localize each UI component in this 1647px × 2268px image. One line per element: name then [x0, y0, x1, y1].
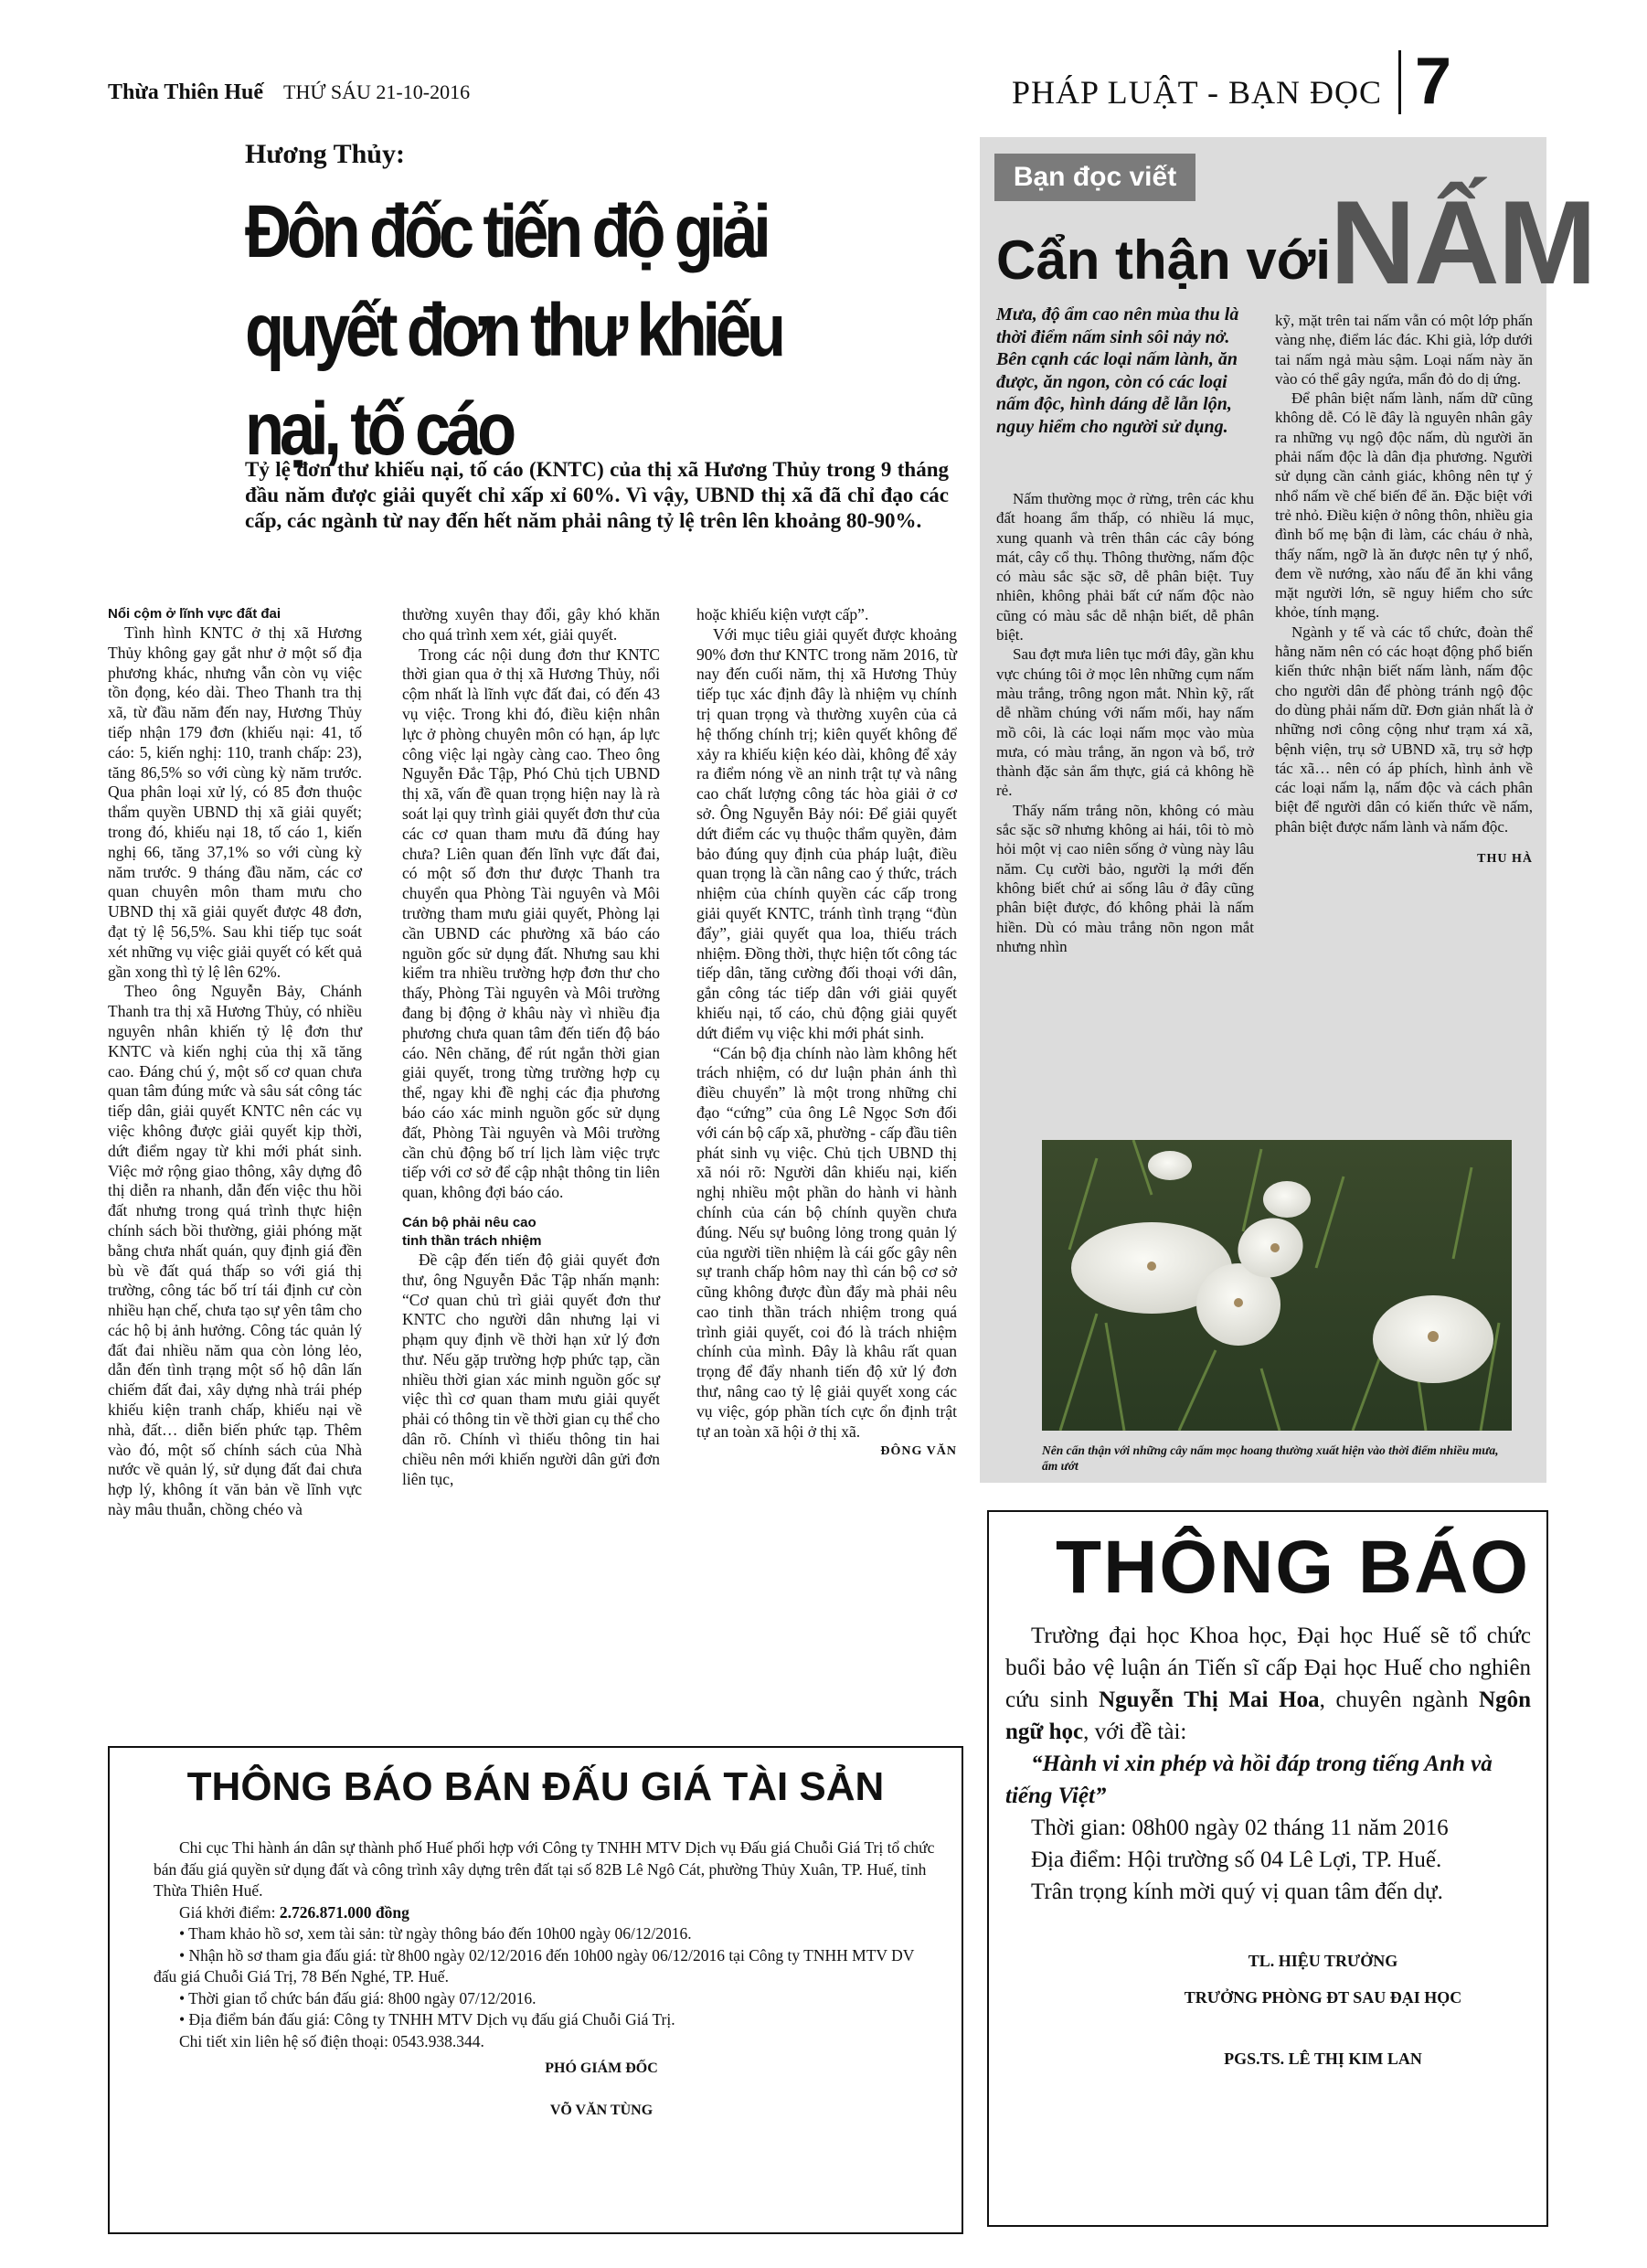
notice-signature-3: PGS.TS. LÊ THỊ KIM LAN [1224, 2050, 1422, 2068]
article-kicker: Hương Thủy: [245, 139, 405, 169]
article-paragraph: thường xuyên thay đổi, gây khó khăn cho quá trình xem xét, giải quyết. [402, 605, 660, 644]
reader-paragraph: Sau đợt mưa liên tục mới đây, gần khu vực chúng tôi ở mọc lên những cụm nấm màu trắng, trông ngon mắt. Nhìn kỹ, rất dễ nhầm chúng với nấm mối, hay nấm mồ côi, là các loại nấm mọc vào mùa mưa, có màu trắng, ăn ngon và bổ, trở thành đặc sản ẩm thực, giá cả không hề rẻ. [996, 645, 1254, 800]
auction-body [154, 1837, 940, 2121]
auction-title: THÔNG BÁO BÁN ĐẤU GIÁ TÀI SẢN [186, 1764, 885, 1809]
notice-major: Ngôn ngữ học [1005, 1688, 1531, 1744]
article-paragraph: Trong các nội dung đơn thư KNTC thời gian qua ở thị xã Hương Thủy, nổi cộm nhất là lĩnh vực đất đai, có đến 43 vụ việc. Trong khi đó, điều kiện nhân lực ở phòng chuyên môn có hạn, áp lực công việc lại ngày càng cao. Theo ông Nguyễn Đắc Tập, Phó Chủ tịch UBND thị xã, vấn đề quan trọng hiện nay là rà soát lại quy trình giải quyết đơn thư của các cơ quan tham mưu đã đúng hay chưa? Liên quan đến lĩnh vực đất đai, có một số đơn thư được Thanh tra chuyển qua Phòng Tài nguyên và Môi trường tham mưu giải quyết, Phòng lại cần UBND các phường xã báo cáo nguồn gốc sử dụng đất. Nhưng sau khi kiểm tra nhiều trường hợp đơn thư cho thấy, Phòng Tài nguyên và Môi trường đang bị động ở khâu này vì nhiều địa phương chưa quan tâm đến tiến độ báo cáo. Nên chăng, để rút ngắn thời gian giải quyết, trong từng trường hợp cụ thể, ngay khi đề nghị các địa phương báo cáo xác minh nguồn gốc sử dụng đất, Phòng Tài nguyên và Môi trường cần chủ động bố trí lịch làm việc trực tiếp với cơ sở để cập nhật thông tin liên quan, không đợi báo cáo. [402, 644, 660, 1202]
article-paragraph: hoặc khiếu kiện vượt cấp”. [696, 605, 869, 623]
article-subhead: Nổi cộm ở lĩnh vực đất đai [108, 606, 282, 622]
article-paragraph: Tình hình KNTC ở thị xã Hương Thủy không gay gắt như ở một số địa phương khác, nhưng vẫn còn vụ việc tồn đọng, kéo dài. Theo Thanh tra thị xã, từ đầu năm đến nay, Hương Thủy tiếp nhận 179 đơn (khiếu nại: 41, tố cáo: 5, kiến nghị: 110, tranh chấp: 23), tăng 86,5% so với cùng kỳ năm trước. Qua phân loại xử lý, có 85 đơn thuộc thẩm quyền UBND thị xã giải quyết; trong đó, khiếu nại 18, tố cáo 1, kiến nghị 66, tăng 37,1% so với cùng kỳ năm trước. 9 tháng đầu năm, các cơ quan chuyên môn tham mưu cho UBND thị xã giải quyết được 48 đơn, đạt tỷ lệ 56,5%. Sau khi tiếp tục soát xét những vụ việc giải quyết có kết quả gần xong thì tỷ lệ lên 62%. [108, 623, 362, 981]
issue-date: THỨ SÁU 21-10-2016 [283, 80, 471, 103]
article-lead: Tỷ lệ đơn thư khiếu nại, tố cáo (KNTC) của thị xã Hương Thủy trong 9 tháng đầu năm được giải quyết chỉ xấp xỉ 60%. Vì vậy, UBND thị xã đã chỉ đạo các cấp, các ngành từ nay đến hết năm phải nâng tỷ lệ trên lên khoảng 80-90%. [245, 458, 949, 532]
reader-column-2 [1275, 311, 1533, 868]
notice-place: Địa điểm: Hội trường số 04 Lê Lợi, TP. Huế. [1031, 1847, 1442, 1872]
auction-bullet: • Tham khảo hồ sơ, xem tài sản: từ ngày thông báo đến 10h00 ngày 06/12/2016. [179, 1924, 692, 1943]
notice-time: Thời gian: 08h00 ngày 02 tháng 11 năm 2016 [1031, 1815, 1449, 1840]
page-number: 7 [1415, 45, 1452, 118]
notice-thesis: “Hành vi xin phép và hồi đáp trong tiếng Anh và tiếng Việt” [1005, 1752, 1493, 1808]
reader-paragraph: kỹ, mặt trên tai nấm vẫn có một lớp phấn vàng nhẹ, điểm lác đác. Khi già, lớp dưới tai nấm ngả màu sậm. Loại nấm này ăn vào có thể gây ngứa, mẩn đỏ do dị ứng. [1275, 312, 1533, 388]
reader-tag: Bạn đọc viết [994, 154, 1195, 201]
auction-signature-2: VÕ VĂN TÙNG [549, 2102, 653, 2118]
newspaper-name: Thừa Thiên Huế [108, 80, 264, 104]
reader-paragraph: Thấy nấm trắng nõn, không có màu sắc sặc sỡ nhưng không ai hái, tôi tò mò hỏi một vị cao niên sống ở vùng này lâu năm. Cụ cười bảo, người lạ mới đến không biết chứ ai sống lâu ở đây cũng phân biệt được, đó không phải là nấm hiền. Dù có màu trắng nõn ngon mắt nhưng nhìn [996, 801, 1254, 955]
notice-body [1005, 1620, 1531, 2075]
article-subhead: tinh thần trách nhiệm [402, 1232, 542, 1249]
notice-signature-2: TRƯỞNG PHÒNG ĐT SAU ĐẠI HỌC [1184, 1988, 1462, 2007]
photo-caption: Nên cẩn thận với những cây nấm mọc hoang thường xuất hiện vào thời điểm nhiều mưa, ẩm ướt [1042, 1443, 1499, 1473]
auction-bullet: • Địa điểm bán đấu giá: Công ty TNHH MTV Dịch vụ đấu giá Chuỗi Giá Trị. [179, 2010, 675, 2028]
article-subhead: Cán bộ phải nêu cao [402, 1214, 537, 1230]
notice-text: , với đề tài: [1083, 1720, 1187, 1744]
article-headline: Đôn đốc tiến độ giải quyết đơn thư khiếu nại, tố cáo [245, 190, 781, 471]
reader-byline: THU HÀ [1477, 852, 1533, 867]
auction-price: 2.726.871.000 đồng [279, 1902, 409, 1922]
reader-title-big: NẤM [1330, 176, 1596, 309]
article-paragraph: Với mục tiêu giải quyết được khoảng 90% đơn thư KNTC trong năm 2016, từ nay đến cuối năm, thị xã Hương Thủy tiếp tục xác định đây là nhiệm vụ chính trị quan trọng và thường xuyên của cả hệ thống chính trị; kiên quyết không để xảy ra khiếu kiện kéo dài, không để xảy ra điểm nóng về an ninh trật tự và nâng cao chất lượng công tác hòa giải ở cơ sở. Ông Nguyễn Bảy nói: Để giải quyết dứt điểm các vụ thuộc thẩm quyền, đảm bảo đúng quy định của pháp luật, điều quan trọng là cần nâng cao ý thức, trách nhiệm của chính quyền các cấp trong giải quyết KNTC, tránh tình trạng “đùn đẩy”, giải quyết qua loa, thiếu trách nhiệm. Đồng thời, thực hiện tốt công tác tiếp dân, tăng cường đối thoại với dân, gắn công tác tiếp dân với giải quyết khiếu nại, tố cáo, chủ động giải quyết dứt điểm vụ việc khi mới phát sinh. [696, 624, 957, 1042]
article-column-2 [402, 605, 660, 1489]
notice-title: THÔNG BÁO [1056, 1526, 1531, 1609]
notice-paragraph: Trường đại học Khoa học, Đại học Huế sẽ tổ chức buổi bảo vệ luận án Tiến sĩ cấp Đại học Huế cho nghiên cứu sinh [1005, 1624, 1531, 1712]
article-paragraph: “Cán bộ địa chính nào làm không hết trách nhiệm, có dư luận phản ánh thì điều chuyển” là một trong những chỉ đạo “cứng” của ông Lê Ngọc Sơn đối với cán bộ cấp xã, phường - cấp đầu tiên phát sinh vụ việc. Chủ tịch UBND thị xã nói rõ: Người dân khiếu nại, kiến nghị nhiều một phần do hành vi hành chính của cán bộ chính quyền chưa đúng. Nếu sự buông lỏng trong quản lý của người tiền nhiệm là cái gốc gây nên sự tranh chấp hôm nay thì cán bộ cơ sở cũng không được đùn đẩy mà phải nêu cao tinh thần trách nhiệm trong quá trình giải quyết, coi đó là trách nhiệm chính của mình. Đây là khâu rất quan trọng để đẩy nhanh tiến độ xử lý đơn thư, nâng cao tỷ lệ giải quyết xong các vụ việc, góp phần tích cực ổn định trật tự an toàn xã hội ở thị xã. [696, 1043, 957, 1441]
reader-paragraph: Nấm thường mọc ở rừng, trên các khu đất hoang ẩm thấp, có nhiều lá mục, xung quanh và trên thân các cây bóng mát, cây cổ thụ. Thông thường, nấm độc có màu sắc sặc sỡ, dễ phân biệt. Tuy nhiên, không phải bất cứ nấm độc nào cũng có màu sắc dễ nhận biết, dễ phân biệt. [996, 490, 1254, 644]
article-column-1 [108, 605, 362, 1520]
page-header-left [108, 80, 470, 105]
article-paragraph: Theo ông Nguyễn Bảy, Chánh Thanh tra thị xã Hương Thủy, có nhiều nguyên nhân khiến tỷ lệ đơn thư KNTC và kiến nghị của thị xã tăng cao. Đáng chú ý, một số cơ quan chưa quan tâm đúng mức và sâu sát công tác tiếp dân, giải quyết KNTC nên các vụ việc không được giải quyết kịp thời, dứt điểm ngay từ khi mới phát sinh. Việc mở rộng giao thông, xây dựng đô thị diễn ra nhanh, dẫn đến việc thu hồi đất nhưng trong quá trình thực hiện chính sách bồi thường, giải phóng mặt bằng chưa nhất quán, quy định giá đền bù về đất quá thấp so với giá thị trường, công tác bố trí tái định cư còn nhiều hạn chế, chưa tạo sự yên tâm cho các hộ bị ảnh hưởng. Công tác quản lý đất đai nhiều năm qua còn lỏng lẻo, dẫn đến tình trạng một số hộ dân lấn chiếm đất đai, xây dựng nhà trái phép khiếu kiện tranh chấp, khiếu nại về nhà, đất… diễn biến phức tạp. Thêm vào đó, một số chính sách của Nhà nước về quản lý, sử dụng đất đai chưa hợp lý, không ít văn bản về lĩnh vực này mâu thuẫn, chồng chéo và [108, 982, 362, 1519]
section-title: PHÁP LUẬT - BẠN ĐỌC [1011, 74, 1382, 111]
article-column-3 [696, 605, 957, 1462]
auction-contact: Chi tiết xin liên hệ số điện thoại: 0543.938.344. [179, 2031, 484, 2050]
notice-text: , chuyên ngành [1319, 1688, 1469, 1712]
reader-title: Cẩn thận với [996, 229, 1332, 291]
auction-bullet: • Nhận hồ sơ tham gia đấu giá: từ 8h00 ngày 02/12/2016 đến 10h00 ngày 06/12/2016 tại Công ty TNHH MTV DV đấu giá Chuỗi Giá Trị, 78 Bến Nghé, TP. Huế. [154, 1945, 915, 1986]
article-byline: ĐÔNG VĂN [880, 1444, 957, 1459]
article-paragraph: Đề cập đến tiến độ giải quyết đơn thư, ông Nguyễn Đắc Tập nhấn mạnh: “Cơ quan chủ trì giải quyết đơn thư KNTC cho người dân nhưng lại vi phạm quy định về thời hạn xử lý đơn thư. Nếu gặp trường hợp phức tạp, cần nhiều thời gian xác minh nguồn gốc sự việc thì cơ quan tham mưu giải quyết phải có thông tin về thời gian cụ thể cho dân rõ. Chính vì thiếu thông tin hai chiều nên mới khiến người dân gửi đơn liên tục, [402, 1250, 660, 1488]
auction-signature-1: PHÓ GIÁM ĐỐC [545, 2060, 658, 2076]
notice-invite: Trân trọng kính mời quý vị quan tâm đến dự. [1031, 1879, 1443, 1904]
header-divider [1398, 50, 1401, 114]
auction-price-label: Giá khởi điểm: [179, 1902, 276, 1922]
reader-lead: Mưa, độ ẩm cao nên mùa thu là thời điểm nấm sinh sôi nảy nở. Bên cạnh các loại nấm lành, ăn được, ăn ngon, còn có các loại nấm độc, hình dáng dễ lẫn lộn, nguy hiểm cho người sử dụng. [996, 304, 1239, 437]
reader-paragraph: Ngành y tế và các tổ chức, đoàn thể hằng năm nên có các hoạt động phổ biến kiến thức nhận biết nấm lành, nấm độc cho người dân để phòng tránh ngộ độc do dùng phải nấm dữ. Đơn giản nhất là ở những nơi công cộng như trạm xá xã, bệnh viện, trụ sở UBND xã, trụ sở hợp tác xã… nên có áp phích, hình ảnh về các loại nấm lạ, nấm độc và cách phân biệt để người dân có kiến thức về nấm, phân biệt được nấm lành và nấm độc. [1275, 623, 1533, 836]
notice-signature-1: TL. HIỆU TRƯỞNG [1248, 1952, 1398, 1970]
reader-paragraph: Để phân biệt nấm lành, nấm dữ cũng không dễ. Có lẽ đây là nguyên nhân gây ra những vụ ngộ độc nấm, dù người ăn phải nấm độc là dân địa phương. Người sử dụng cần cảnh giác, không nên tự ý nhổ nấm về chế biến để ăn. Đặc biệt với trẻ nhỏ. Điều kiện ở nông thôn, nhiều gia đình bố mẹ bận đi làm, các cháu ở nhà, thấy nấm, ngỡ là ăn được nên tự ý nhổ, đem về nướng, xào nấu để ăn khi vắng mặt người lớn, sẽ nguy hiểm cho sức khỏe, tính mạng. [1275, 389, 1533, 622]
reader-column-1 [996, 489, 1254, 956]
mushroom-photo [1042, 1140, 1512, 1431]
auction-bullet: • Thời gian tổ chức bán đấu giá: 8h00 ngày 07/12/2016. [179, 1988, 537, 2007]
notice-student: Nguyễn Thị Mai Hoa [1099, 1688, 1320, 1712]
auction-paragraph: Chi cục Thi hành án dân sự thành phố Huế phối hợp với Công ty TNHH MTV Dịch vụ Đấu giá Chuỗi Giá Trị tổ chức bán đấu giá quyền sử dụng đất và công trình xây dựng trên đất tại số 82B Lê Ngô Cát, phường Thủy Xuân, TP. Huế, tỉnh Thừa Thiên Huế. [154, 1838, 935, 1900]
